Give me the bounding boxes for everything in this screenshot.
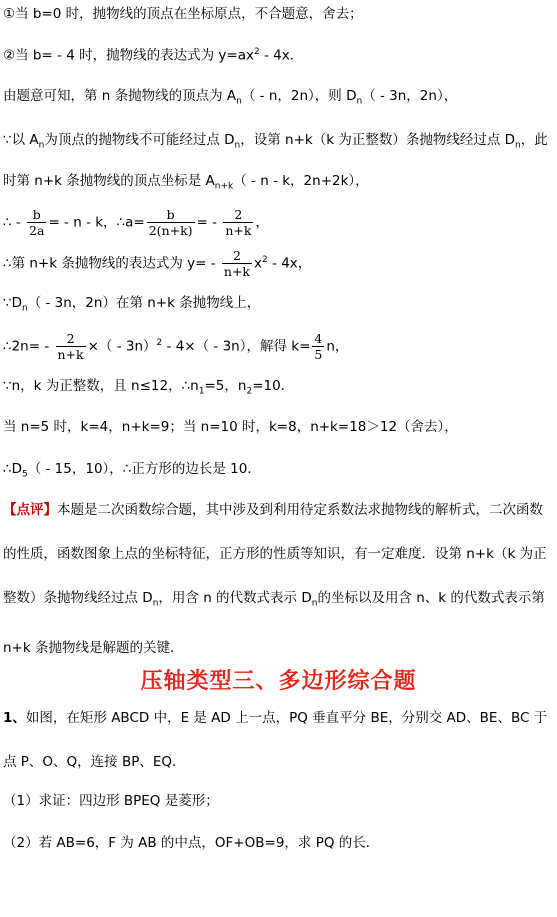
question-paragraph: 1、如图，在矩形 ABCD 中，E 是 AD 上一点，PQ 垂直平分 BE，分别交 AD、BE、BC 于点 P、O、Q，连接 BP、EQ． [3, 710, 548, 770]
line-vertex: 由题意可知，第 n 条抛物线的顶点为 $A_n$（ - n，2n），则 $D_n( - 3n$，2n）， [3, 88, 458, 107]
fraction-2-nk: $\frac{2}{n+k}$ [225, 207, 252, 238]
line-case-b-4: ②当 b= - 4 时，抛物线的表达式为 $y=ax^2 - 4x$． [3, 47, 304, 64]
line-equation-k: ∴2n= - $\frac{2}{n+k}$ ×（ - 3n）$^2$ - 4×（ - 3n），解得 k= $\frac{4}{5}$ n， [3, 331, 349, 362]
question-number: 1、 [3, 710, 26, 726]
line-integers: ∵n，k 为正整数，且 n≤12，$\therefore n_1=5$，$n_2=10$． [3, 378, 295, 397]
line-vertex-nk: 时第 n+k 条抛物线的顶点坐标是 $A_{n+k}$（ - n - k，2n+2k）， [3, 173, 369, 192]
section-heading: 压轴类型三、多边形综合题 [140, 669, 417, 694]
line-solve-a: ∴ - $\frac{b}{2a}$ = - n - k，∴a= $\frac{b}{2(n+k)}$ = - $\frac{2}{n+k}$ ， [3, 207, 269, 238]
line-case-b0: ①当 b=0 时，抛物线的顶点在坐标原点，不合题意，舍去； [3, 6, 363, 22]
fraction-b-2nk: $\frac{b}{2(n+k)}$ [148, 207, 193, 238]
comment-tag: 【点评】 [3, 502, 57, 518]
question-part-2: （2）若 AB=6，F 为 AB 的中点，OF+OB=9，求 PQ 的长． [3, 835, 380, 851]
line-expression-nk: ∴第 n+k 条抛物线的表达式为 y= - $\frac{2}{n+k}$ $x^2 - 4x$， [3, 248, 312, 279]
line-cases-n: 当 n=5 时，k=4，n+k=9；当 n=10 时，k=8，n+k=18＞12（舍去）， [3, 419, 458, 435]
question-part-1: （1）求证：四边形 BPEQ 是菱形； [3, 793, 219, 809]
fraction-4-5: $\frac{4}{5}$ [314, 331, 323, 362]
comment-paragraph: 【点评】本题是二次函数综合题，其中涉及到利用待定系数法求抛物线的解析式，二次函数的性质，函数图象上点的坐标特征，正方形的性质等知识，有一定难度．设第 n+k（k 为正整数）条抛物线经过点 $D_n$，用含 n 的代数式表示 $D_n$的坐标以及用含 n、k 的代数式表示第 n+k 条抛物线是解题的关键． [3, 502, 547, 656]
line-assume: ∵以 $A_n$为顶点的抛物线不可能经过点 $D_n$，设第 n+k（k 为正整数）条抛物线经过点 $D_n$，此 [3, 132, 548, 151]
line-conclusion: $\therefore D_5( - 15$，10），∴正方形的边长是 10． [3, 461, 261, 480]
fraction-b-2a: $\frac{b}{2a}$ [29, 207, 45, 238]
fraction-2-nk-b: $\frac{2}{n+k}$ [223, 248, 251, 279]
line-dn-on-curve: $\because D_n( - 3n$，2n）在第 n+k 条抛物线上， [3, 295, 261, 314]
fraction-2-nk-c: $\frac{2}{n+k}$ [57, 331, 84, 362]
